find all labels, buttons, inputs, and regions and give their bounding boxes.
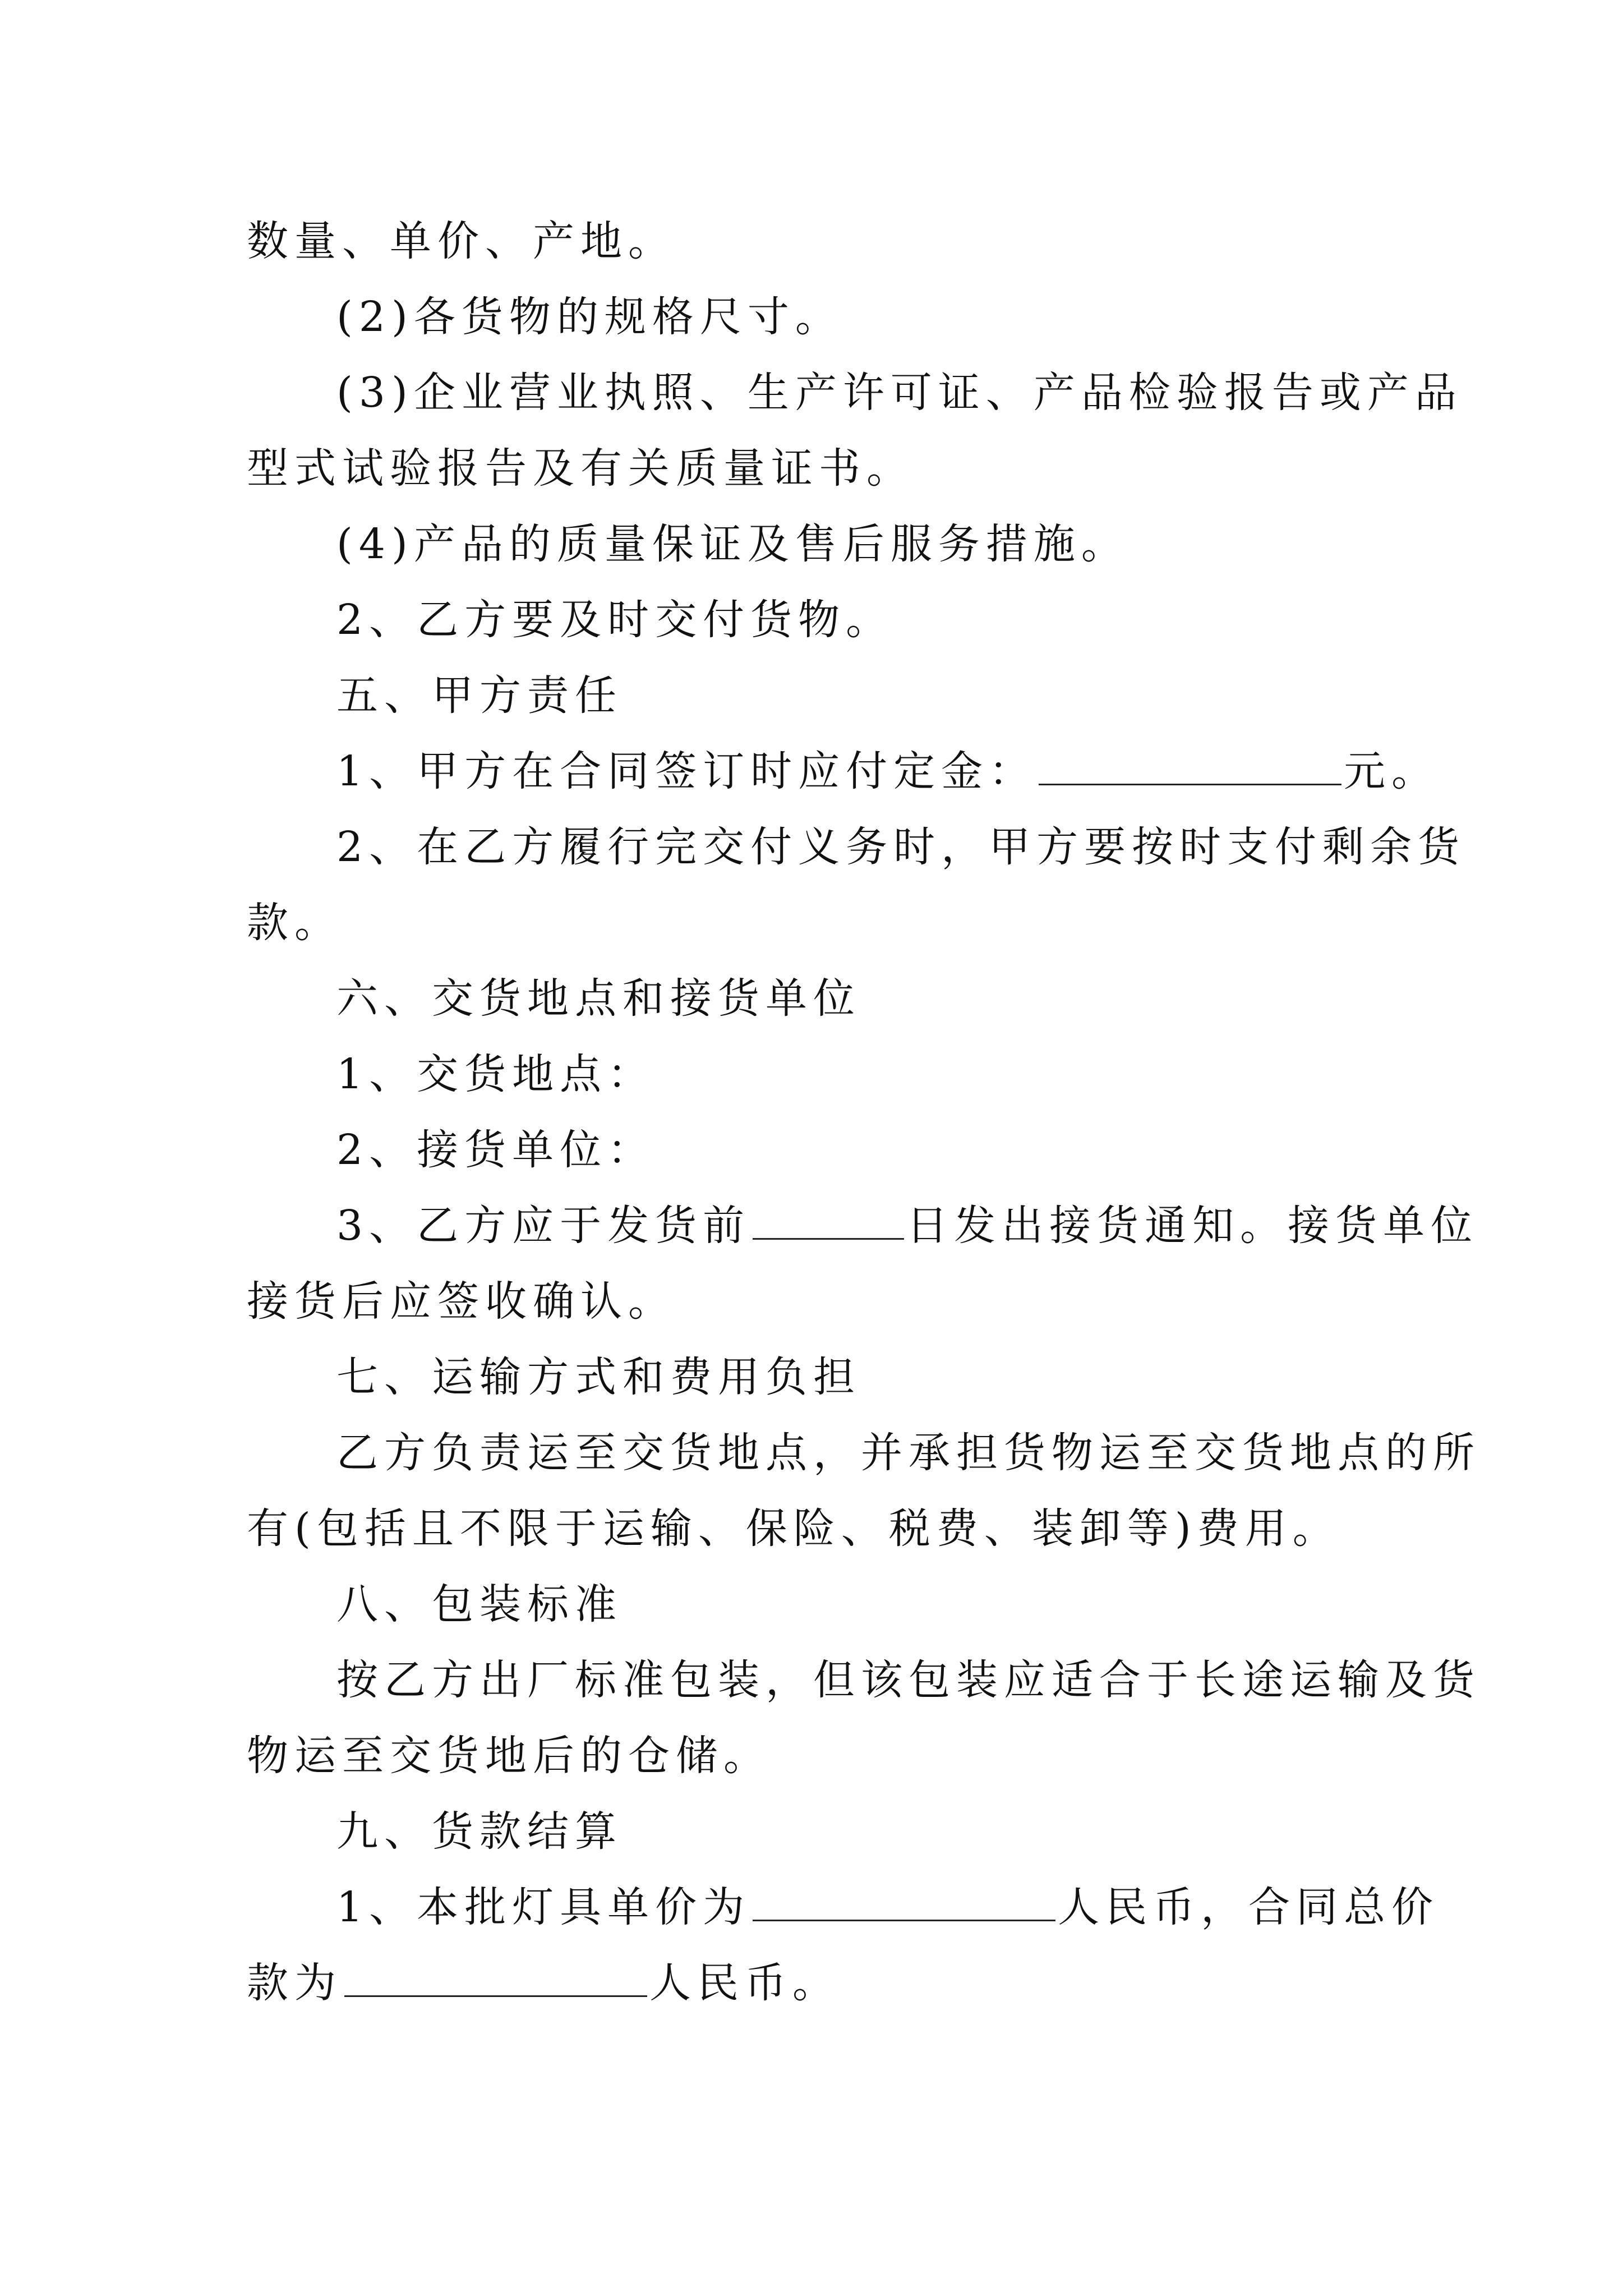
text-segment: 接货后应签收确认。: [247, 1277, 676, 1326]
text-line-l9: [0, 819, 1623, 875]
text-line-l15: [0, 1273, 1623, 1329]
text-line-l8: [0, 743, 1623, 799]
text-segment: 人民币。: [649, 1959, 840, 2007]
text-segment: 物运至交货地后的仓储。: [247, 1732, 771, 1780]
text-segment: 六、交货地点和接货单位: [336, 974, 861, 1023]
text-segment: 人民币，合同总价: [1058, 1883, 1440, 1931]
text-line-l24: [0, 1955, 1623, 2011]
text-line-l5: [0, 516, 1623, 572]
text-line-l20: [0, 1652, 1623, 1708]
fill-in-blank: [753, 1885, 1055, 1921]
text-line-l19: [0, 1576, 1623, 1632]
text-line-l16: [0, 1349, 1623, 1405]
text-line-l21: [0, 1728, 1623, 1784]
text-line-l17: [0, 1425, 1623, 1481]
text-line-l1: [0, 213, 1623, 269]
text-segment: 有(包括且不限于运输、保险、税费、装卸等)费用。: [247, 1504, 1340, 1553]
text-segment: 1、交货地点：: [336, 1050, 656, 1098]
text-segment: 型式试验报告及有关质量证书。: [247, 444, 914, 493]
text-line-l2: [0, 289, 1623, 345]
text-line-l11: [0, 970, 1623, 1027]
text-segment: 2、乙方要及时交付货物。: [336, 596, 894, 644]
text-segment: 数量、单价、产地。: [247, 217, 676, 265]
text-segment: 1、本批灯具单价为: [336, 1883, 751, 1931]
text-line-l6: [0, 592, 1623, 648]
text-line-l4: [0, 440, 1623, 496]
text-line-l7: [0, 668, 1623, 724]
text-segment: 五、甲方责任: [336, 671, 623, 720]
text-segment: 款。: [247, 899, 342, 947]
text-segment: 元。: [1344, 747, 1440, 795]
text-segment: 九、货款结算: [336, 1807, 623, 1856]
fill-in-blank: [344, 1961, 647, 1997]
text-segment: 日发出接货通知。接货单位: [906, 1202, 1479, 1250]
text-line-l22: [0, 1803, 1623, 1860]
text-segment: 七、运输方式和费用负担: [336, 1353, 861, 1401]
text-segment: 2、在乙方履行完交付义务时，甲方要按时支付剩余货: [336, 823, 1466, 871]
text-segment: 1、甲方在合同签订时应付定金：: [336, 747, 1037, 795]
text-segment: (3)企业营业执照、生产许可证、产品检验报告或产品: [336, 369, 1463, 417]
fill-in-blank: [1039, 749, 1341, 785]
text-segment: 2、接货单位：: [336, 1126, 656, 1174]
text-line-l18: [0, 1501, 1623, 1557]
text-segment: 款为: [247, 1959, 342, 2007]
text-segment: (2)各货物的规格尺寸。: [336, 293, 843, 341]
text-line-l10: [0, 895, 1623, 951]
text-line-l23: [0, 1879, 1623, 1935]
text-segment: 按乙方出厂标准包装，但该包装应适合于长途运输及货: [336, 1656, 1481, 1704]
text-segment: 八、包装标准: [336, 1580, 623, 1628]
text-line-l3: [0, 365, 1623, 421]
text-segment: 3、乙方应于发货前: [336, 1202, 751, 1250]
text-line-l13: [0, 1122, 1623, 1178]
text-segment: 乙方负责运至交货地点，并承担货物运至交货地点的所: [336, 1429, 1481, 1477]
text-line-l14: [0, 1198, 1623, 1254]
text-segment: (4)产品的质量保证及售后服务措施。: [336, 520, 1129, 568]
text-line-l12: [0, 1046, 1623, 1102]
fill-in-blank: [753, 1203, 904, 1240]
